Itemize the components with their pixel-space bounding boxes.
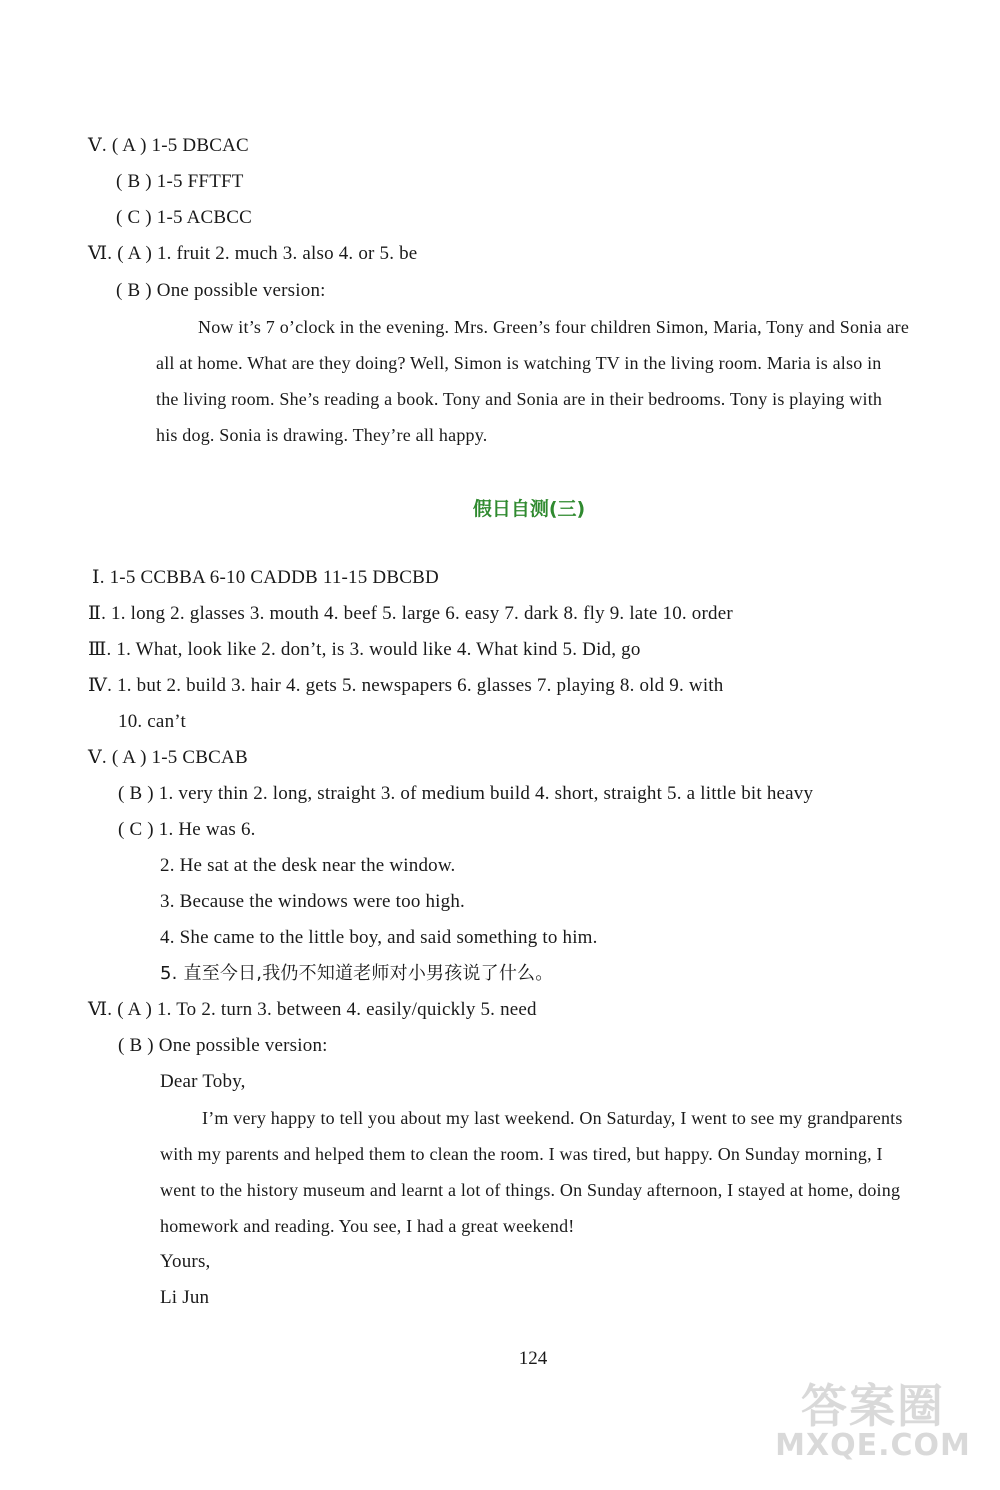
answer-line-v-c3: 3. Because the windows were too high. xyxy=(160,891,465,912)
answer-line-vi-b: ( B ) One possible version: xyxy=(118,1035,328,1056)
paragraph-line: his dog. Sonia is drawing. They’re all happy. xyxy=(156,425,488,445)
answer-line-i: Ⅰ. 1-5 CCBBA 6-10 CADDB 11-15 DBCBD xyxy=(92,567,439,588)
paragraph-line: Now it’s 7 o’clock in the evening. Mrs. Green’s four children Simon, Maria, Tony and Sonia are xyxy=(198,317,910,337)
answer-line-v-c: ( C ) 1-5 ACBCC xyxy=(116,207,253,228)
answer-line-v-b: ( B ) 1. very thin 2. long, straight 3. of medium build 4. short, straight 5. a little bit heavy xyxy=(118,783,814,804)
letter-line: homework and reading. You see, I had a great weekend! xyxy=(160,1216,575,1236)
section-title: 假日自测(三) xyxy=(472,498,586,520)
answer-line-iv: Ⅳ. 1. but 2. build 3. hair 4. gets 5. newspapers 6. glasses 7. playing 8. old 9. with xyxy=(88,675,724,696)
answer-line-vi-b: ( B ) One possible version: xyxy=(116,280,326,301)
answer-line-ii: Ⅱ. 1. long 2. glasses 3. mouth 4. beef 5. large 6. easy 7. dark 8. fly 9. late 10. order xyxy=(88,603,733,624)
letter-signature: Li Jun xyxy=(160,1287,210,1308)
paragraph-line: the living room. She’s reading a book. Tony and Sonia are in their bedrooms. Tony is playing with xyxy=(156,389,883,409)
letter-line: went to the history museum and learnt a lot of things. On Sunday afternoon, I stayed at home, doing xyxy=(160,1180,901,1200)
answer-line-v-c5: 5. 直至今日,我仍不知道老师对小男孩说了什么。 xyxy=(160,963,554,984)
answer-line-iii: Ⅲ. 1. What, look like 2. don’t, is 3. would like 4. What kind 5. Did, go xyxy=(88,639,641,660)
watermark-logo xyxy=(758,1366,988,1476)
answer-line-v-a: Ⅴ. ( A ) 1-5 DBCAC xyxy=(88,135,249,156)
letter-closing: Yours, xyxy=(160,1251,211,1272)
answer-line-v-c2: 2. He sat at the desk near the window. xyxy=(160,855,456,876)
paragraph-line: all at home. What are they doing? Well, Simon is watching TV in the living room. Maria is also in xyxy=(156,353,882,373)
answer-line-v-a: Ⅴ. ( A ) 1-5 CBCAB xyxy=(88,747,248,768)
answer-line-vi-a: Ⅵ. ( A ) 1. To 2. turn 3. between 4. easily/quickly 5. need xyxy=(88,999,537,1020)
letter-greeting: Dear Toby, xyxy=(160,1071,246,1092)
letter-line: I’m very happy to tell you about my last weekend. On Saturday, I went to see my grandparents xyxy=(202,1108,903,1128)
page-number: 124 xyxy=(518,1348,548,1369)
watermark-bottom: MXQE.COM xyxy=(775,1428,971,1463)
answer-line-v-b: ( B ) 1-5 FFTFT xyxy=(116,171,244,192)
answer-line-v-c: ( C ) 1. He was 6. xyxy=(118,819,256,840)
answer-line-iv-cont: 10. can’t xyxy=(118,711,186,732)
answer-line-v-c4: 4. She came to the little boy, and said something to him. xyxy=(160,927,598,948)
letter-line: with my parents and helped them to clean the room. I was tired, but happy. On Sunday morning, I xyxy=(160,1144,883,1164)
watermark-top: 答案圈 xyxy=(801,1379,945,1433)
answer-line-vi-a: Ⅵ. ( A ) 1. fruit 2. much 3. also 4. or 5. be xyxy=(88,243,418,264)
